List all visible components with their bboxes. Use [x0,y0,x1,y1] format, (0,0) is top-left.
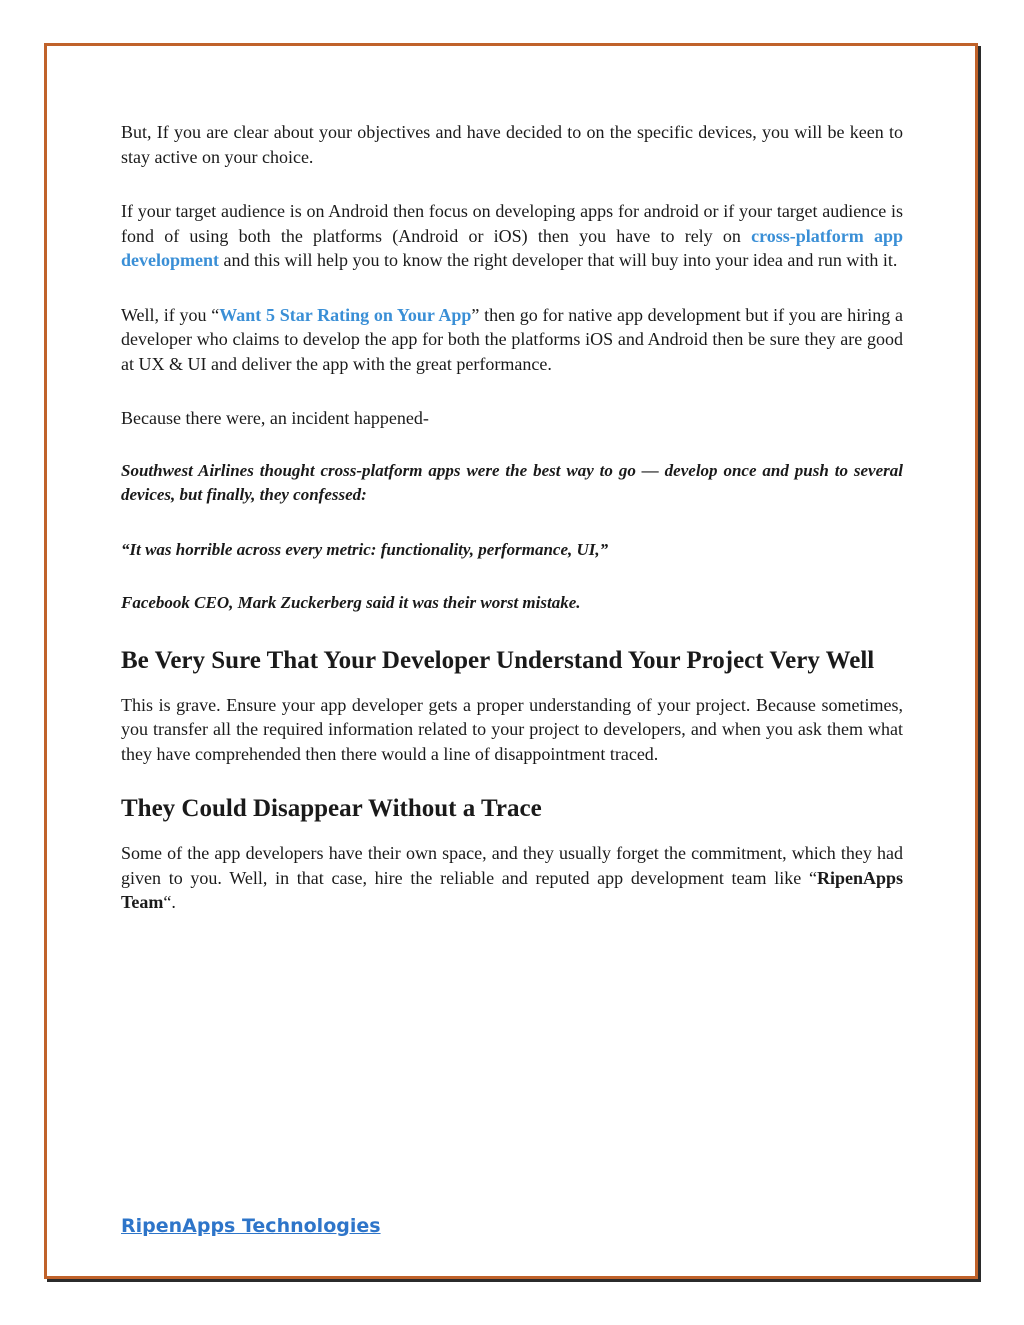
paragraph-native-app [121,303,903,377]
footer-brand-link[interactable]: RipenApps Technologies [121,1215,381,1237]
paragraph-target-audience [121,199,903,273]
text: and this will help you to know the right developer that will buy into your idea and run with it. [219,250,898,270]
cross-platform-link[interactable]: cross-platform app development [121,225,903,270]
text: If your target audience is on Android then focus on developing apps for android or if your target audience is fond of using both the platforms (Android or iOS) then you have to rely on [121,201,903,246]
text: Well, if you “ [121,304,220,325]
quote-horrible: “It was horrible across every metric: functionality, performance, UI,” [121,539,609,559]
document-body [121,120,903,915]
paragraph-objectives: But, If you are clear about your objectives and have decided to on the specific devices, you will be keen to stay active on your choice. [121,122,903,167]
paragraph-incident: Because there were, an incident happened- [121,408,429,428]
text: “. [163,892,176,912]
section-heading-understand-project: Be Very Sure That Your Developer Understand Your Project Very Well [121,646,875,674]
section-heading-disappear: They Could Disappear Without a Trace [121,795,542,822]
section-body-disappear [121,841,903,915]
section-body-understand-project: This is grave. Ensure your app developer gets a proper understanding of your project. Because sometimes, you transfer all the required information related to your project to developers, and when you ask them what they have comprehended then there would a line of disappointment traced. [121,694,903,764]
text: Some of the app developers have their own space, and they usually forget the commitment, which they had given to you. Well, in that case, hire the reliable and reputed app development team like “ [121,843,903,888]
quote-southwest: Southwest Airlines thought cross-platform apps were the best way to go — develop once and push to several devices, but finally, they confessed: [121,460,903,504]
ripenapps-team-bold: RipenApps Team [121,867,903,912]
five-star-rating-link[interactable]: Want 5 Star Rating on Your App [219,304,472,325]
text: ” then go for native app development but if you are hiring a developer who claims to develop the app for both the platforms iOS and Android then be sure they are good at UX & UI and deliver the app with the great performance. [121,304,903,374]
quote-facebook: Facebook CEO, Mark Zuckerberg said it was their worst mistake. [121,593,581,612]
